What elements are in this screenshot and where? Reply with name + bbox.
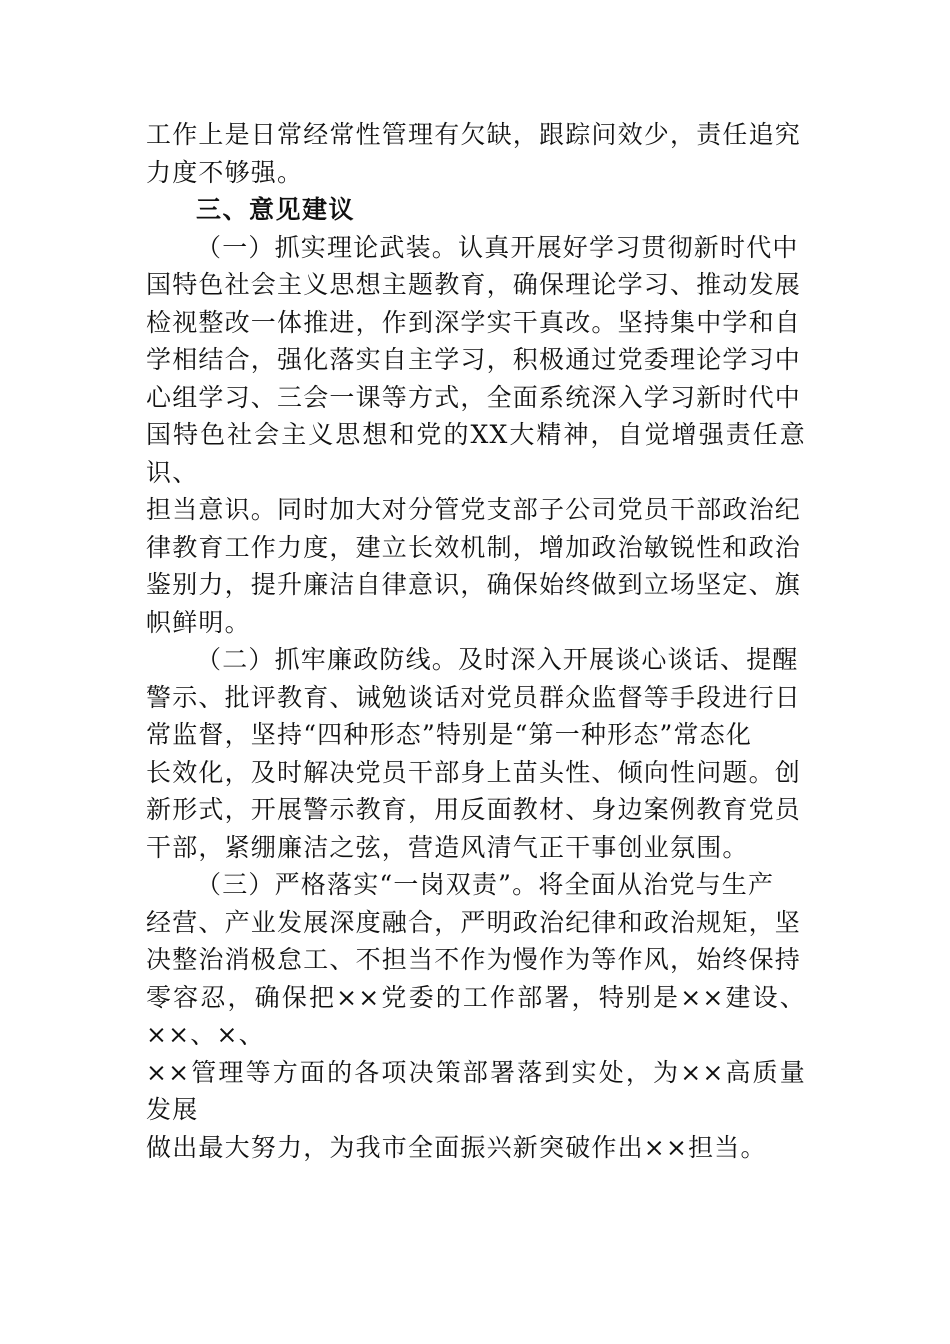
paragraph-integrity bbox=[146, 641, 806, 866]
text-line: ××管理等方面的各项决策部署落到实处，为××高质量发展 bbox=[146, 1057, 806, 1124]
text-line: 常监督，坚持“四种形态”特别是“第一种形态”常态化 bbox=[146, 720, 753, 749]
text-line: 检视整改一体推进，作到深学实干真改。坚持集中学和自 bbox=[146, 307, 802, 337]
text-line: 国特色社会主义思想主题教育，确保理论学习、推动发展 bbox=[146, 270, 802, 299]
paragraph-theory bbox=[146, 229, 806, 642]
text-line: （一）抓实理论武装。认真开展好学习贯彻新时代中 bbox=[196, 232, 799, 262]
text-line: 力度不够强。 bbox=[146, 157, 304, 187]
text-line: 工作上是日常经常性管理有欠缺，跟踪问效少，责任追究 bbox=[146, 120, 802, 149]
paragraph-responsibility bbox=[146, 866, 806, 1166]
text-line: 警示、批评教育、诫勉谈话对党员群众监督等手段进行日 bbox=[146, 682, 802, 712]
document-body bbox=[146, 116, 806, 1166]
text-line: 新形式，开展警示教育，用反面教材、身边案例教育党员 bbox=[146, 795, 802, 824]
section-heading: 三、意见建议 bbox=[196, 195, 356, 224]
text-line: 决整治消极怠工、不担当不作为慢作为等作风，始终保持 bbox=[146, 945, 802, 974]
text-line: 心组学习、三会一课等方式，全面系统深入学习新时代中 bbox=[146, 382, 802, 412]
text-line: 经营、产业发展深度融合，严明政治纪律和政治规矩，坚 bbox=[146, 907, 802, 937]
text-line: 律教育工作力度，建立长效机制，增加政治敏锐性和政治 bbox=[146, 532, 802, 562]
text-line: 担当意识。同时加大对分管党支部子公司党员干部政治纪 bbox=[146, 495, 802, 524]
text-line: 国特色社会主义思想和党的XX大精神，自觉增强责任意识、 bbox=[146, 420, 806, 487]
text-line: （三）严格落实“一岗双责”。将全面从治党与生产 bbox=[196, 870, 775, 899]
text-line: 鉴别力，提升廉洁自律意识，确保始终做到立场坚定、旗 bbox=[146, 570, 802, 599]
text-line: 长效化，及时解决党员干部身上苗头性、倾向性问题。创 bbox=[146, 757, 802, 787]
text-line: （二）抓牢廉政防线。及时深入开展谈心谈话、提醒 bbox=[196, 645, 799, 674]
text-line: 做出最大努力，为我市全面振兴新突破作出××担当。 bbox=[146, 1132, 767, 1162]
text-line: 帜鲜明。 bbox=[146, 607, 251, 637]
paragraph-continued bbox=[146, 116, 806, 191]
text-line: 学相结合，强化落实自主学习，积极通过党委理论学习中 bbox=[146, 345, 802, 374]
text-line: 零容忍，确保把××党委的工作部署，特别是××建设、××、×、 bbox=[146, 982, 806, 1049]
text-line: 干部，紧绷廉洁之弦，营造风清气正干事创业氛围。 bbox=[146, 832, 749, 862]
